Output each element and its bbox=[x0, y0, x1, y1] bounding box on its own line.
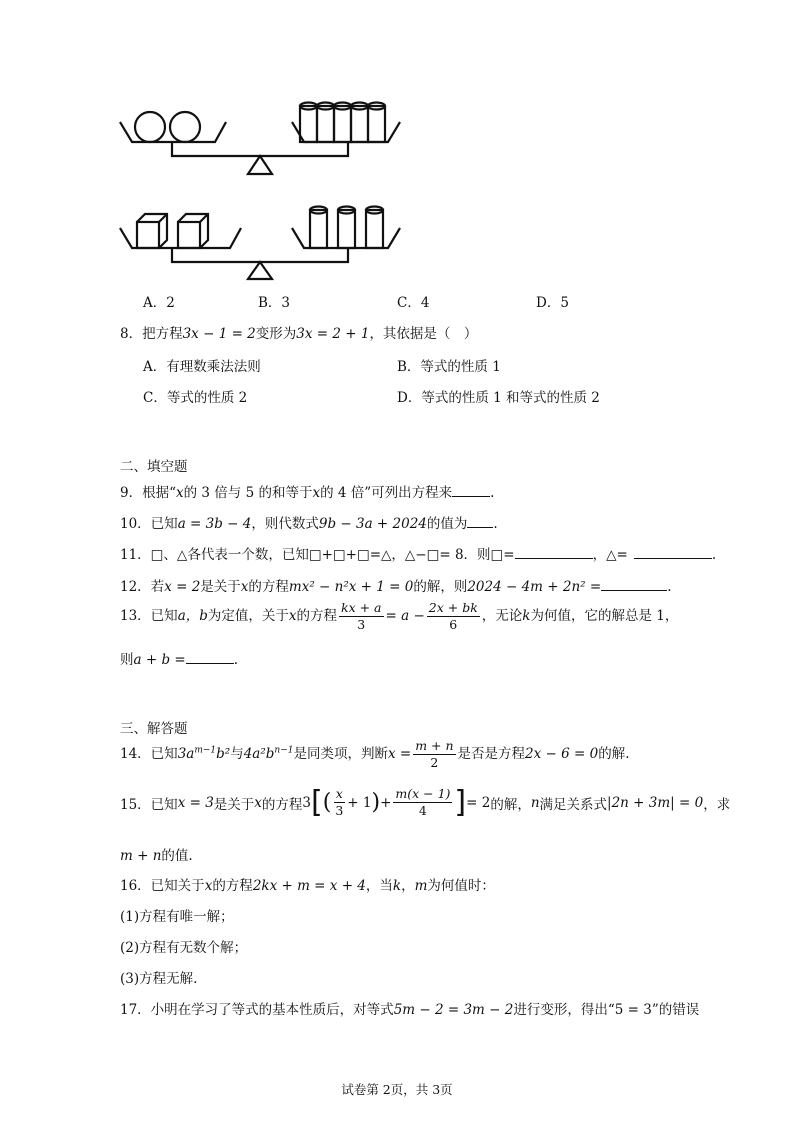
question-15-line-2: m + n的值. bbox=[120, 848, 193, 864]
q8-option-d: D．等式的性质 1 和等式的性质 2 bbox=[397, 390, 600, 406]
cylinders-three bbox=[310, 207, 383, 249]
q7-option-d: D．5 bbox=[536, 295, 569, 311]
page-footer: 试卷第 2页，共 3页 bbox=[341, 1082, 453, 1097]
question-15: 15．已知 x = 3 是关于 x 的方程 3 [ ( $\frac{x}{3}$ + 1 ) + $\frac{m(x - 1)}{4}$ ] = 2 的解， n 满足关系式 |2n + 3m| = 0 ，求 bbox=[120, 784, 731, 820]
question-14: 14．已知$3a^{m-1}b^2$与$4a^2b^{n-1}$是同类项，判断x = $\frac{m + n}{2}$ 是否是方程2x − 6 = 0的解. bbox=[120, 738, 630, 770]
q8-option-b: B．等式的性质 1 bbox=[397, 359, 501, 375]
q9-blank[interactable] bbox=[452, 484, 490, 497]
question-16-part-2: (2)方程有无数个解； bbox=[120, 940, 248, 956]
q11-blank-square[interactable] bbox=[515, 546, 593, 559]
q10-blank[interactable] bbox=[467, 515, 493, 528]
question-9: 9．根据“x的 3 倍与 5 的和等于x的 4 倍”可列出方程来 . bbox=[120, 485, 495, 501]
q12-blank[interactable] bbox=[601, 578, 667, 591]
question-16-part-1: (1)方程有唯一解； bbox=[120, 909, 234, 925]
section-fill-in-title: 二、填空题 bbox=[120, 459, 188, 475]
question-16: 16．已知关于x的方程2kx + m = x + 4，当k，m为何值时： bbox=[120, 878, 495, 894]
q13-fraction-2: $\frac{2x + bk}{6}$ bbox=[428, 600, 478, 632]
cube-1 bbox=[137, 214, 167, 248]
bottom-scale bbox=[120, 207, 400, 280]
question-13-line-2: 则a + b = . bbox=[120, 652, 238, 668]
question-11: 11．□、△各代表一个数，已知□+□+□=△，△−□= 8．则□= ，△= . bbox=[120, 547, 717, 563]
q13-fraction-1: $\frac{kx + a}{3}$ bbox=[341, 600, 382, 632]
question-8: 8．把方程3x − 1 = 2变形为3x = 2 + 1，其依据是（ ） bbox=[120, 326, 478, 342]
q7-option-c: C．4 bbox=[397, 295, 430, 311]
cube-2 bbox=[178, 214, 208, 248]
q15-fraction-m: $\frac{m(x - 1)}{4}$ bbox=[395, 786, 451, 818]
q11-blank-triangle[interactable] bbox=[634, 546, 712, 559]
q15-fraction-x-over-3: $\frac{x}{3}$ bbox=[335, 786, 344, 818]
q14-fraction: $\frac{m + n}{2}$ bbox=[415, 738, 454, 770]
question-16-part-3: (3)方程无解. bbox=[120, 971, 198, 987]
q8-equation-1: 3x − 1 = 2 bbox=[182, 326, 256, 342]
section-answer-title: 三、解答题 bbox=[120, 721, 188, 737]
q8-option-a: A．有理数乘法法则 bbox=[143, 359, 261, 375]
q13-blank[interactable] bbox=[186, 651, 234, 664]
question-10: 10．已知a = 3b − 4，则代数式9b − 3a + 2024的值为 . bbox=[120, 516, 498, 532]
balance-scales-figure bbox=[110, 100, 410, 285]
question-17: 17．小明在学习了等式的基本性质后，对等式5m − 2 = 3m − 2进行变形，得出“5 = 3”的错误 bbox=[120, 1002, 700, 1018]
q8-option-c: C．等式的性质 2 bbox=[143, 390, 248, 406]
cylinders-five bbox=[300, 103, 385, 143]
ball-2 bbox=[170, 112, 200, 142]
ball-1 bbox=[135, 112, 165, 142]
q7-option-a: A．2 bbox=[143, 295, 175, 311]
top-scale bbox=[120, 103, 400, 175]
q7-option-b: B．3 bbox=[258, 295, 291, 311]
q8-equation-2: 3x = 2 + 1 bbox=[296, 326, 370, 342]
question-12: 12．若x = 2是关于x的方程mx² − n²x + 1 = 0的解，则2024 − 4m + 2n² = . bbox=[120, 579, 672, 595]
question-13: 13．已知a，b为定值，关于x的方程 $\frac{kx + a}{3}$ = a − $\frac{2x + bk}{6}$ ，无论k为何值，它的解总是 1， bbox=[120, 600, 679, 632]
